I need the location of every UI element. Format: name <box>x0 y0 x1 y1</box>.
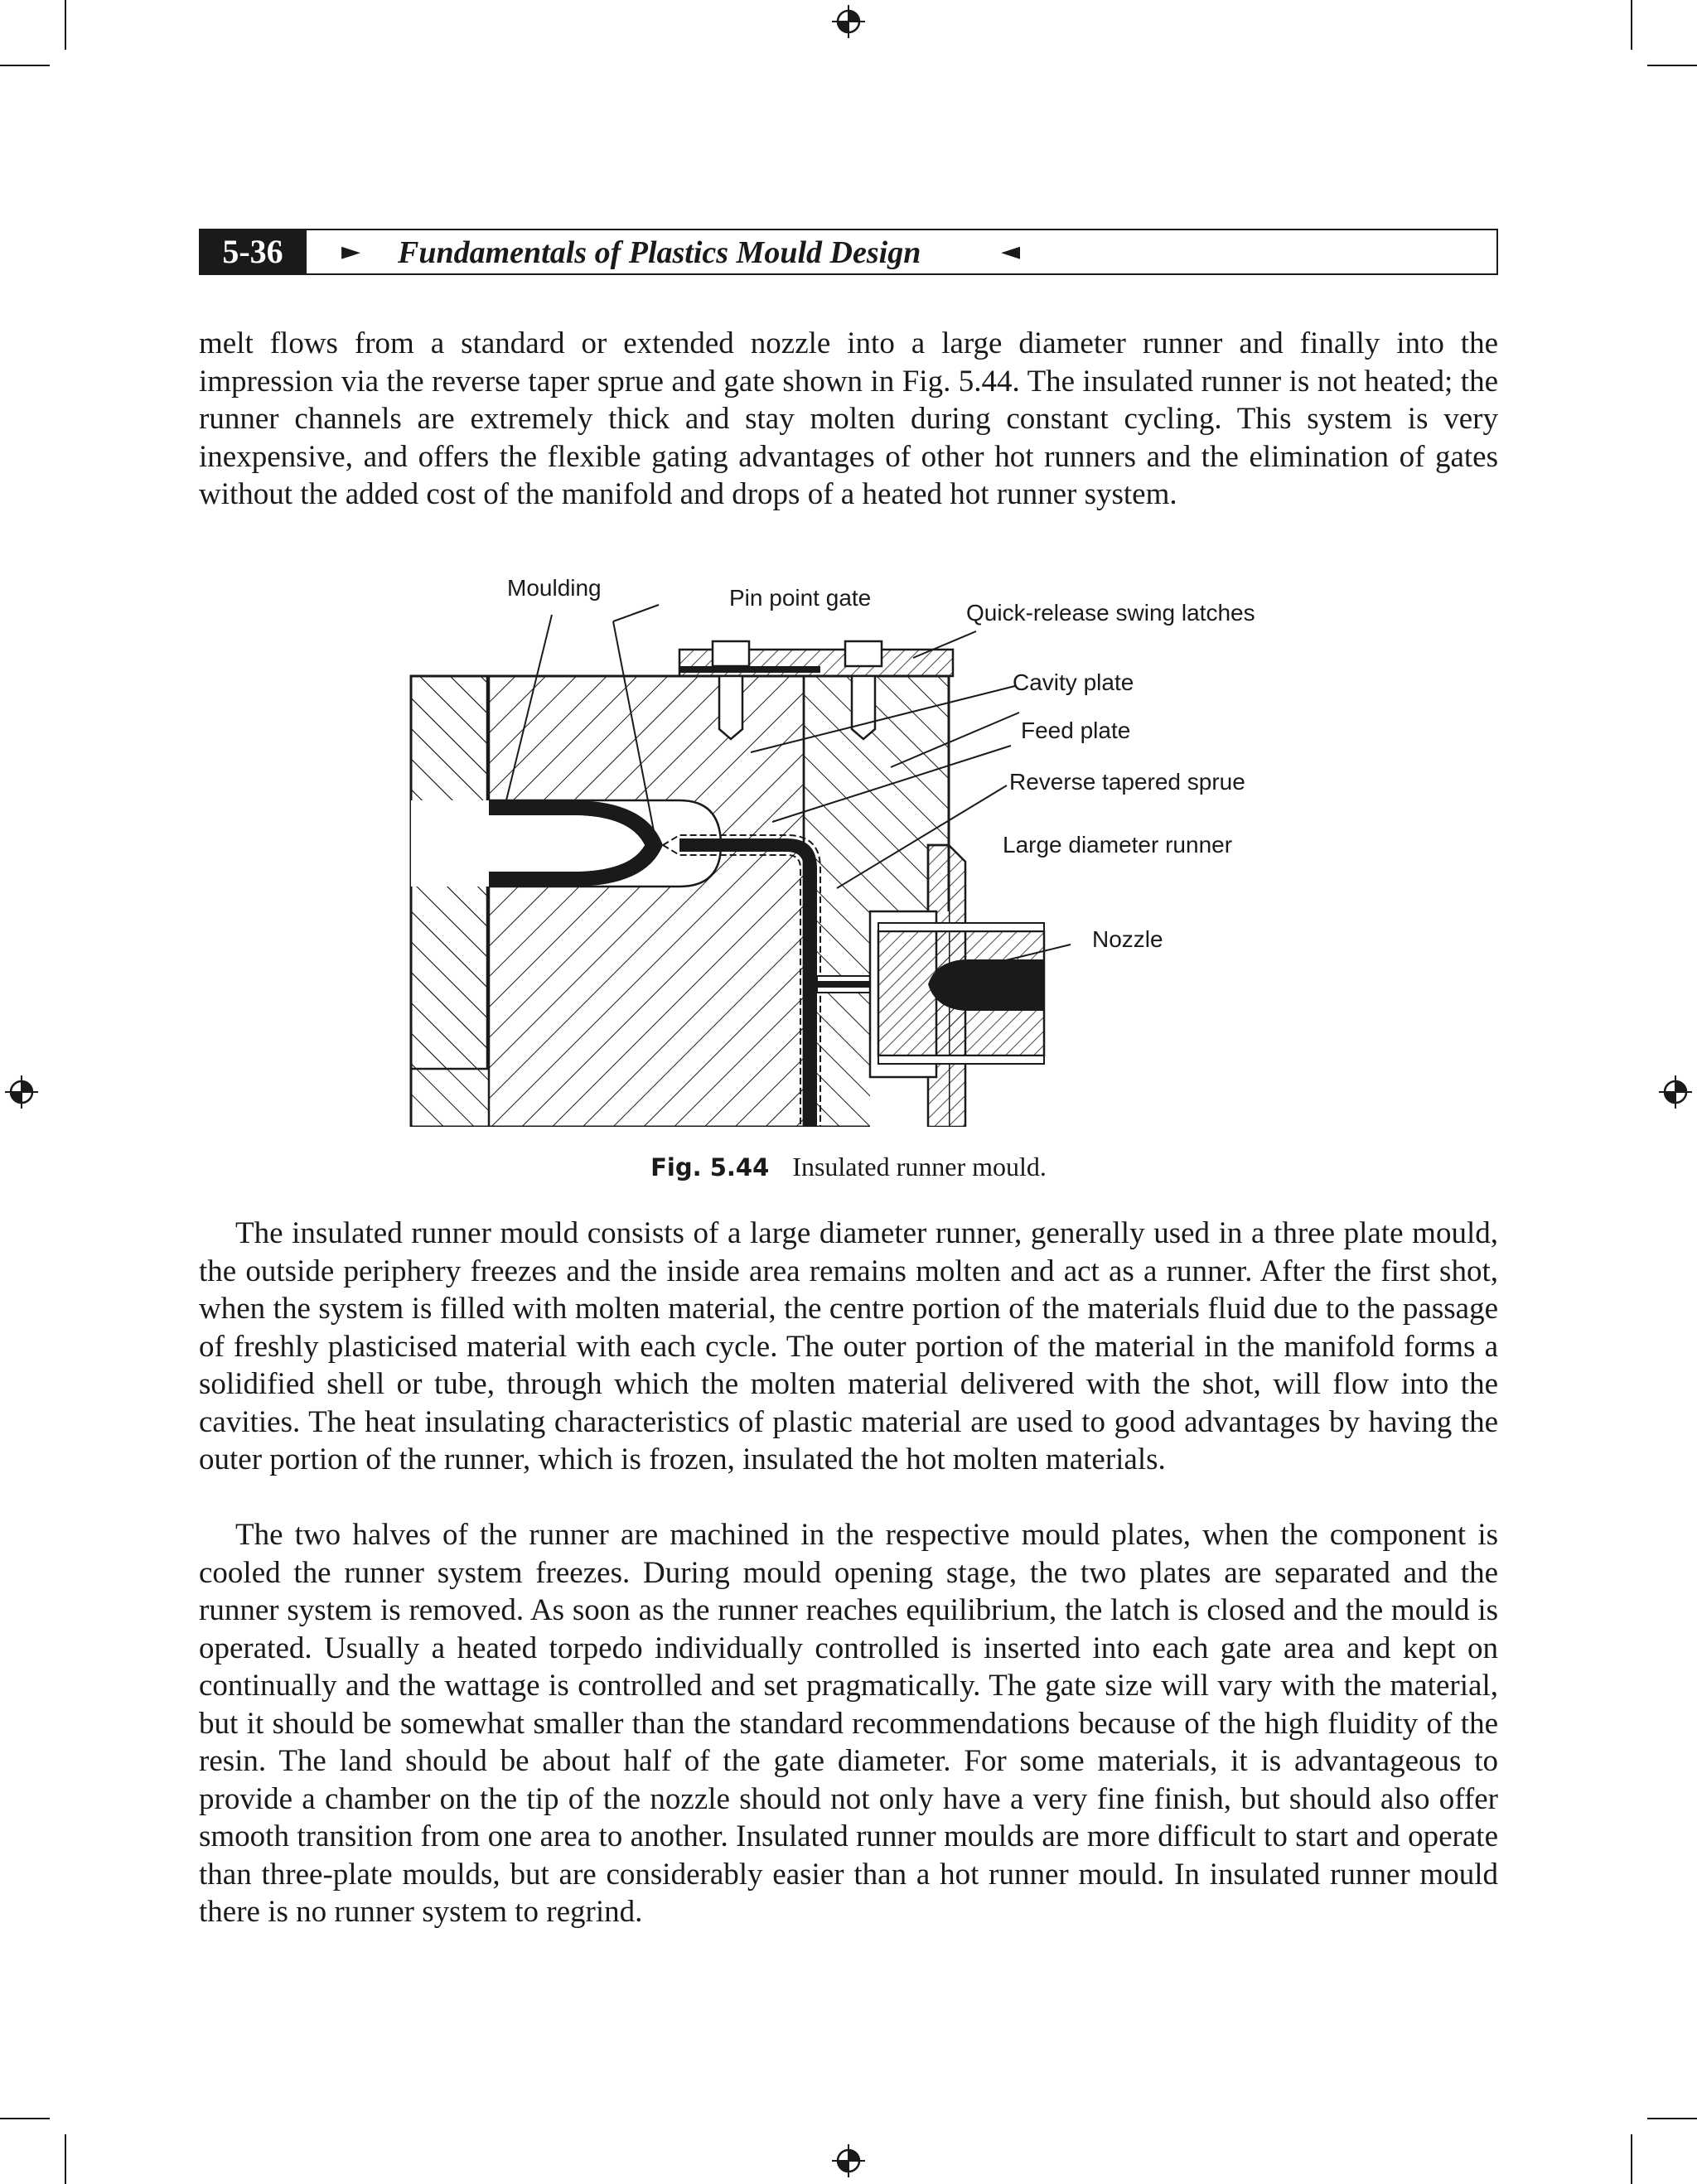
label-cavity-plate: Cavity plate <box>1013 669 1134 695</box>
crop-mark <box>0 2118 50 2119</box>
label-moulding: Moulding <box>507 575 602 601</box>
core-plate <box>411 676 489 1127</box>
page-number: 5-36 <box>199 229 307 275</box>
crop-mark <box>1631 0 1632 50</box>
crop-mark <box>1647 2118 1697 2119</box>
crop-mark <box>1631 2134 1632 2184</box>
label-feed-plate: Feed plate <box>1021 718 1131 743</box>
figure-insulated-runner-mould <box>406 572 1276 1127</box>
figure-caption <box>0 1152 1697 1182</box>
registration-mark-icon <box>832 5 865 38</box>
figure-caption-text: Insulated runner mould. <box>792 1152 1047 1181</box>
label-swing-latches: Quick-release swing latches <box>966 600 1255 626</box>
book-title: Fundamentals of Plastics Mould Design <box>398 235 921 270</box>
registration-mark-icon <box>832 2144 865 2177</box>
registration-mark-icon <box>1659 1075 1692 1109</box>
figure-number: Fig. 5.44 <box>650 1153 770 1181</box>
body-paragraph: The two halves of the runner are machined in the respective mould plates, when the component is cooled the runner system freezes. During mould opening stage, the two plates are separated and the runner system is removed. As soon as the runner reaches equilibrium, the latch is closed and the mould is operated. Usually a heated torpedo individually controlled is inserted into each gate area and kept on continually and the wattage is controlled and set pragmatically. The gate size will vary with the material, but it should be somewhat smaller than the standard recommendations because of the high fluidity of the resin. The land should be about half of the gate diameter. For some materials, it is advantageous to provide a chamber on the tip of the nozzle should not only have a very fine finish, but should also offer smooth transition from one area to another. Insulated runner moulds are more difficult to start and operate than three-plate moulds, but are considerably easier than a hot runner mould. In insulated runner mould there is no runner system to regrind. <box>199 1518 1498 1929</box>
registration-mark-icon <box>5 1075 38 1109</box>
label-large-runner: Large diameter runner <box>1003 832 1233 858</box>
left-triangle-icon: ◄ <box>1001 237 1021 266</box>
body-paragraph: The insulated runner mould consists of a large diameter runner, generally used in a three plate mould, the outside periphery freezes and the inside area remains molten and act as a runner. After the first shot, when the system is filled with molten material, the centre portion of the materials fluid due to the passage of freshly plasticised material with each cycle. The outer portion of the material in the manifold forms a solidified shell or tube, through which the molten material delivered with the shot, will flow into the cavities. The heat insulating characteristics of plastic material are used to good advantages by having the outer portion of the runner, which is frozen, insulated the hot molten materials. <box>199 1216 1498 1476</box>
cavity-plate-section <box>489 676 804 1127</box>
moulding-cavity <box>411 800 489 887</box>
intro-paragraph: melt flows from a standard or extended nozzle into a large diameter runner and finally into the impression via the reverse taper sprue and gate shown in Fig. 5.44. The insulated runner is not heated; the runner channels are extremely thick and stay molten during constant cycling. This system is very inexpensive, and offers the flexible gating advantages of other hot runners and the elimination of gates without the added cost of the manifold and drops of a heated hot runner system. <box>199 326 1498 511</box>
crop-mark <box>0 65 50 66</box>
right-triangle-icon: ► <box>341 237 361 266</box>
crop-mark <box>65 0 66 50</box>
label-pin-point-gate: Pin point gate <box>729 585 872 611</box>
label-nozzle: Nozzle <box>1092 926 1163 952</box>
crop-mark <box>65 2134 66 2184</box>
crop-mark <box>1647 65 1697 66</box>
label-reverse-sprue: Reverse tapered sprue <box>1009 769 1245 795</box>
running-header <box>199 229 1498 275</box>
